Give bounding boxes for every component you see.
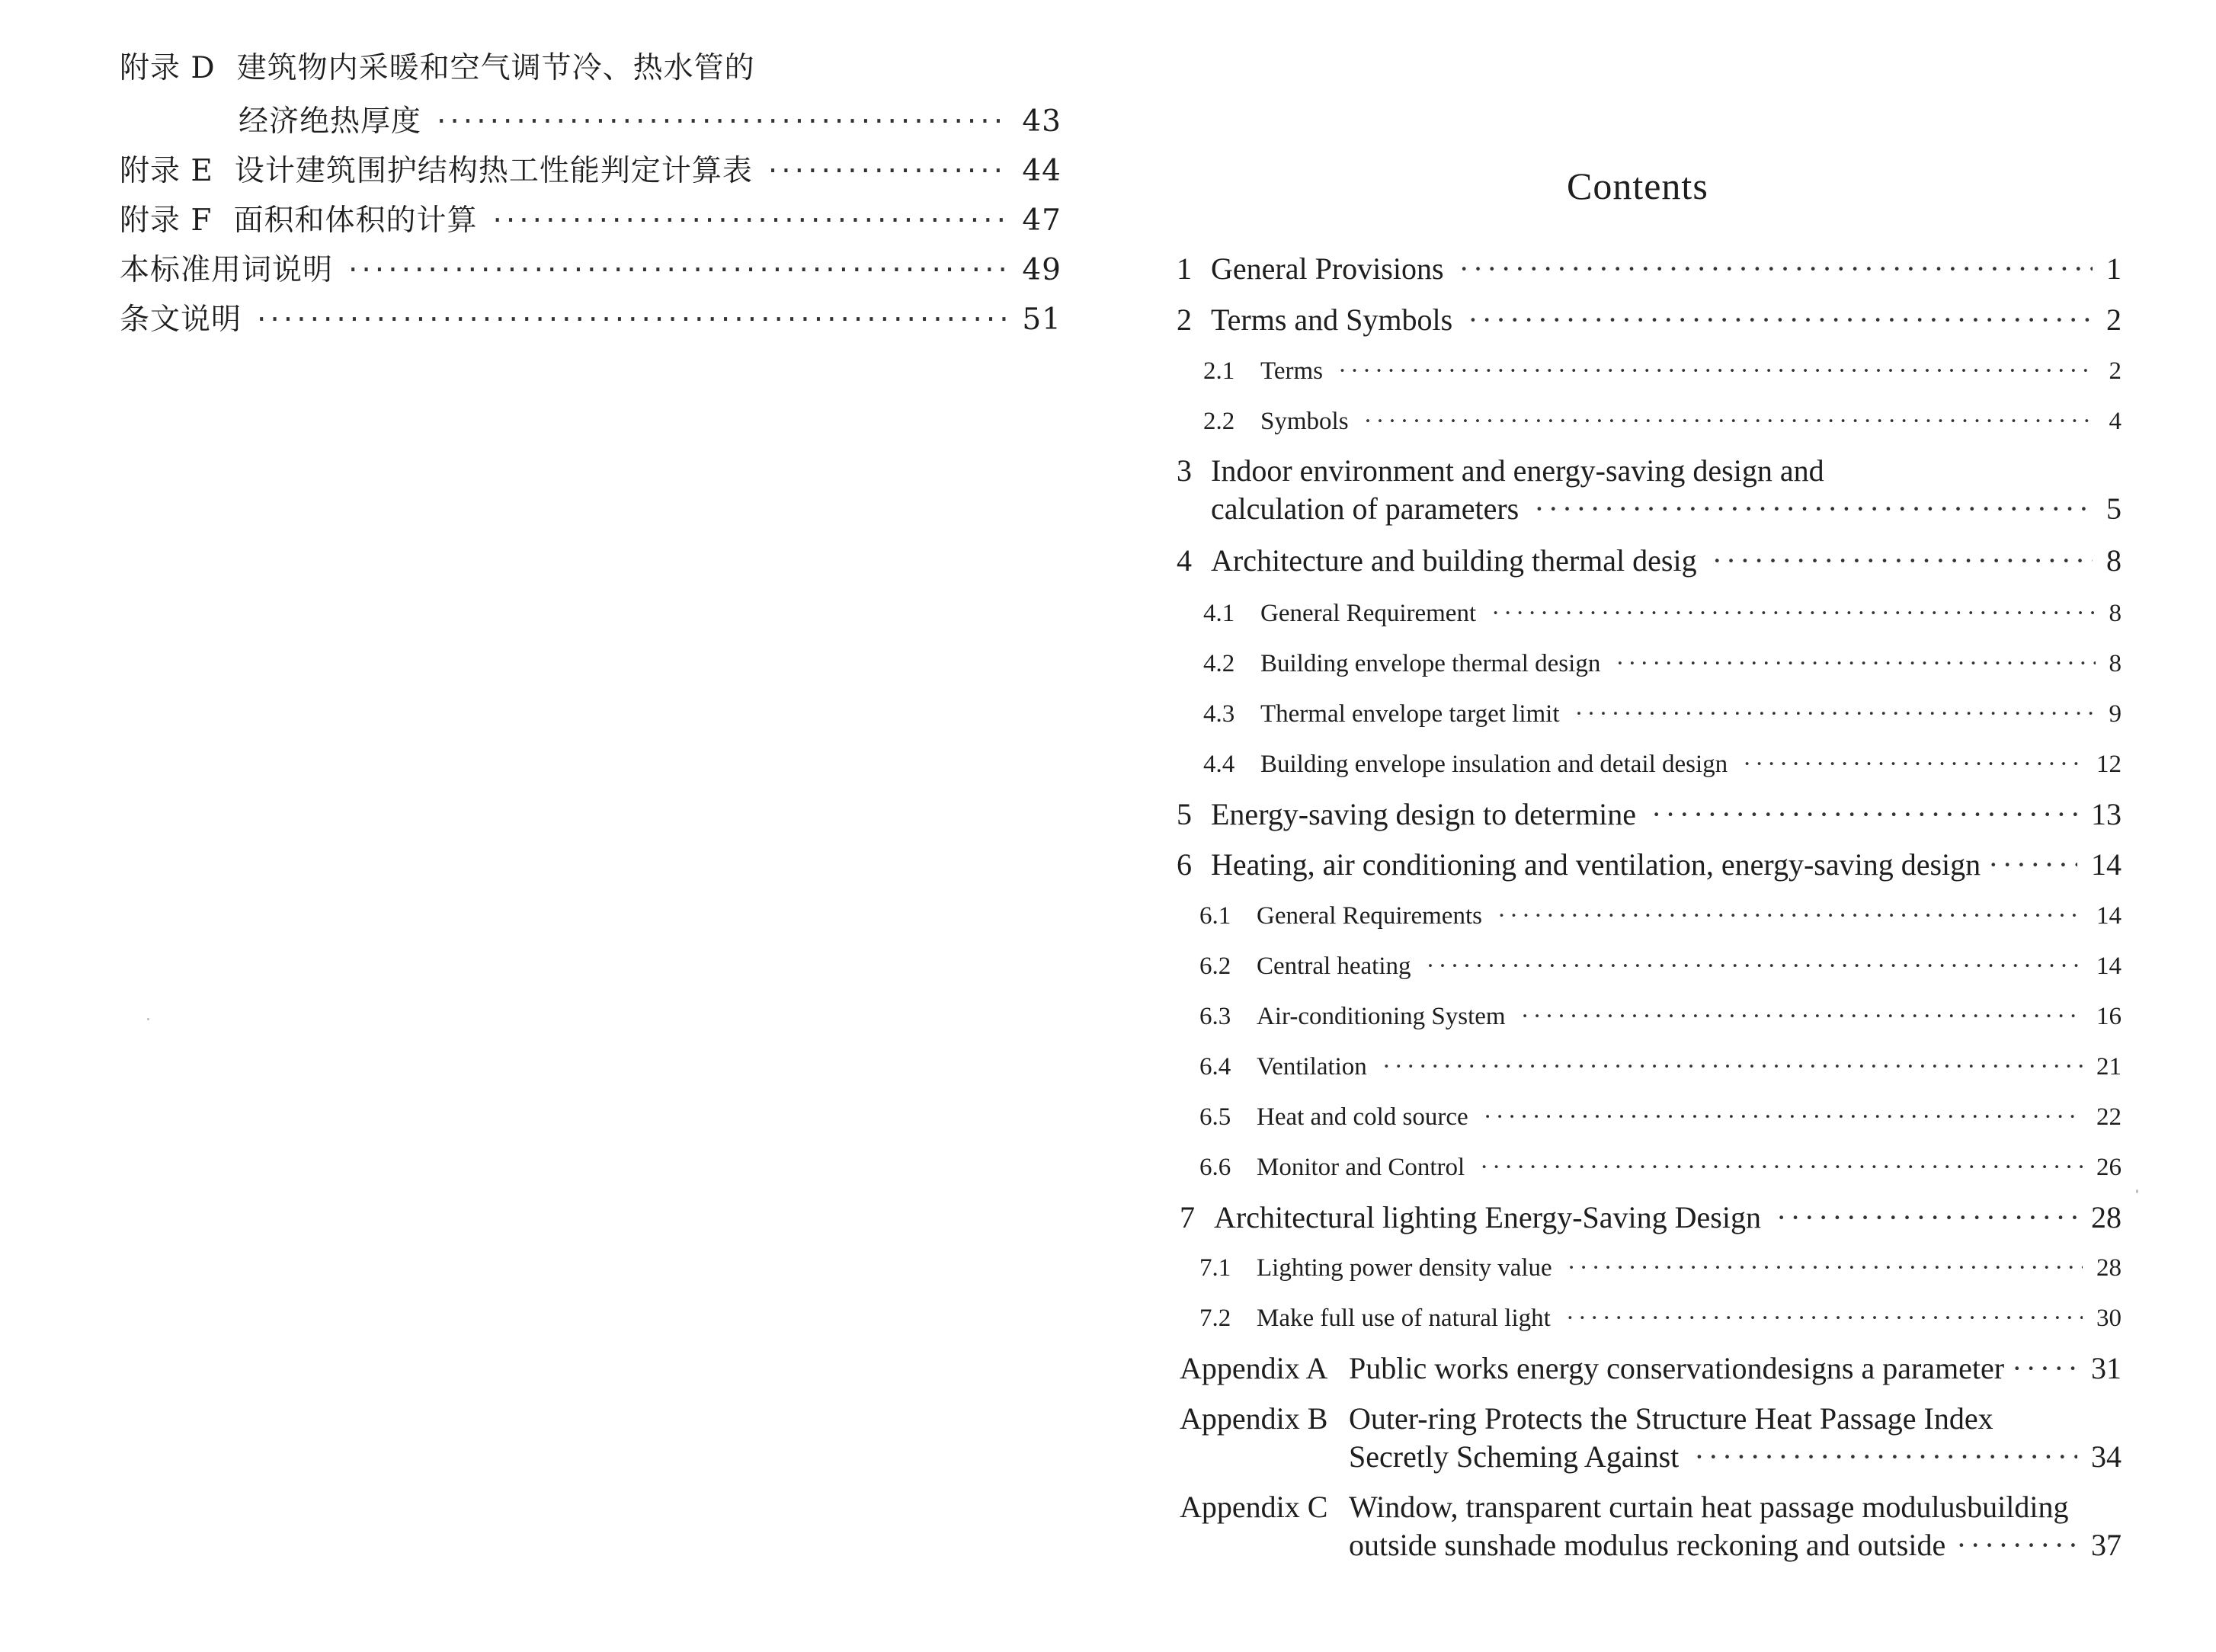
toc-entry-7-2[interactable] — [1199, 1306, 2122, 1331]
dot-leader — [1651, 799, 2077, 830]
toc-entry-6-3[interactable] — [1199, 1004, 2122, 1029]
toc-entry-number: 6.6 — [1199, 1154, 1231, 1181]
toc-page-number: 28 — [2096, 1254, 2122, 1282]
toc-entry-title: General Provisions — [1211, 251, 1444, 286]
toc-page-number: 28 — [2091, 1200, 2122, 1234]
toc-entry-number: 7.1 — [1199, 1254, 1231, 1282]
toc-entry-number: 4.4 — [1203, 751, 1235, 778]
dot-leader — [1364, 409, 2096, 434]
toc-page-number: 4 — [2109, 408, 2122, 435]
toc-entry-6-2[interactable] — [1199, 954, 2122, 979]
toc-entry-wording-explanation[interactable] — [120, 255, 1062, 285]
toc-entry-title: calculation of parameters — [1211, 491, 1519, 526]
toc-page-number: 8 — [2109, 600, 2122, 627]
dot-leader — [2012, 1353, 2077, 1384]
toc-entry-number: 4.1 — [1203, 600, 1235, 627]
toc-entry-number: 7.2 — [1199, 1305, 1231, 1332]
toc-entry-appendix-b-line1 — [1180, 1401, 1993, 1436]
toc-entry-4-2[interactable] — [1203, 652, 2122, 677]
toc-entry-title: Air-conditioning System — [1257, 1003, 1506, 1030]
toc-entry-title: General Requirement — [1260, 600, 1477, 627]
toc-entry-number: 7 — [1180, 1200, 1195, 1234]
toc-page-number: 47 — [1022, 203, 1062, 238]
dot-leader — [1694, 1442, 2077, 1472]
toc-entry-title: outside sunshade modulus reckoning and outside — [1349, 1528, 1946, 1562]
toc-entry-title: 条文说明 — [120, 303, 242, 337]
toc-entry-title: Secretly Scheming Against — [1349, 1439, 1680, 1474]
dot-leader — [1956, 1530, 2077, 1561]
toc-entry-number: 6.3 — [1199, 1003, 1231, 1030]
toc-entry-title: 建筑物内采暖和空气调节冷、热水管的 — [236, 51, 755, 85]
toc-entry-number: 附录 E — [120, 154, 213, 188]
toc-entry-appendix-d[interactable] — [239, 104, 1062, 139]
toc-entry-4[interactable] — [1177, 543, 2122, 578]
dot-leader — [1616, 652, 2095, 677]
dot-leader — [1338, 359, 2095, 384]
toc-entry-3[interactable] — [1211, 491, 2122, 526]
toc-entry-title: Thermal envelope target limit — [1260, 700, 1560, 728]
toc-entry-4-4[interactable] — [1203, 752, 2122, 777]
paper-speck — [2136, 1189, 2138, 1193]
toc-page-number: 12 — [2096, 751, 2122, 778]
toc-entry-6-4[interactable] — [1199, 1055, 2122, 1080]
toc-entry-7-1[interactable] — [1199, 1256, 2122, 1281]
toc-entry-number: 6.1 — [1199, 902, 1231, 930]
toc-page-number: 2 — [2109, 357, 2122, 385]
toc-entry-1[interactable] — [1177, 251, 2122, 286]
toc-entry-clause-explanation[interactable] — [120, 305, 1062, 335]
toc-page-number: 9 — [2109, 700, 2122, 728]
dot-leader — [1743, 752, 2083, 777]
toc-entry-number: 4.2 — [1203, 650, 1235, 677]
toc-entry-appendix-a[interactable] — [1180, 1353, 2122, 1384]
toc-entry-number: 2.2 — [1203, 408, 1235, 435]
dot-leader — [1521, 1004, 2083, 1029]
toc-entry-number: 4.3 — [1203, 700, 1235, 728]
dot-leader — [768, 156, 1008, 186]
toc-entry-6-1[interactable] — [1199, 904, 2122, 929]
toc-entry-title: 面积和体积的计算 — [233, 203, 478, 238]
toc-entry-number: Appendix C — [1180, 1490, 1328, 1524]
toc-entry-6-6[interactable] — [1199, 1155, 2122, 1180]
right-page — [1108, 0, 2216, 1652]
toc-entry-appendix-d-line1 — [120, 53, 755, 83]
dot-leader — [1534, 494, 2093, 524]
toc-entry-3-line1 — [1177, 453, 1824, 488]
toc-entry-2-2[interactable] — [1203, 409, 2122, 434]
dot-leader — [1459, 254, 2093, 284]
dot-leader — [348, 255, 1008, 285]
toc-entry-7[interactable] — [1180, 1202, 2122, 1233]
toc-entry-number: 6.4 — [1199, 1053, 1231, 1081]
dot-leader — [1427, 954, 2083, 979]
toc-entry-title: Building envelope insulation and detail design — [1260, 751, 1728, 778]
toc-entry-appendix-c-line1 — [1180, 1492, 2068, 1522]
toc-page-number: 51 — [1022, 303, 1062, 337]
toc-entry-title: Heat and cold source — [1257, 1103, 1468, 1131]
toc-page-number: 5 — [2106, 491, 2122, 526]
toc-page-number: 30 — [2096, 1305, 2122, 1332]
dot-leader — [1712, 546, 2093, 576]
toc-entry-title: Terms and Symbols — [1211, 303, 1453, 337]
toc-entry-title: Terms — [1260, 357, 1324, 385]
toc-page-number: 8 — [2106, 543, 2122, 578]
toc-entry-title: Lighting power density value — [1257, 1254, 1552, 1282]
toc-entry-number: 附录 F — [120, 203, 213, 238]
toc-page-number: 37 — [2091, 1528, 2122, 1562]
toc-page-number: 26 — [2096, 1154, 2122, 1181]
toc-page-number: 1 — [2106, 251, 2122, 286]
toc-entry-title: Building envelope thermal design — [1260, 650, 1601, 677]
toc-entry-number: 6.5 — [1199, 1103, 1231, 1131]
toc-entry-title: 设计建筑围护结构热工性能判定计算表 — [234, 154, 753, 188]
toc-entry-6-5[interactable] — [1199, 1105, 2122, 1130]
toc-entry-number: 3 — [1177, 453, 1192, 488]
dot-leader — [1988, 850, 2077, 880]
toc-entry-appendix-e[interactable] — [120, 156, 1062, 186]
toc-page-number: 13 — [2091, 797, 2122, 831]
toc-page-number: 44 — [1022, 154, 1062, 188]
dot-leader — [257, 305, 1008, 335]
toc-entry-4-1[interactable] — [1203, 601, 2122, 626]
toc-page-number: 21 — [2096, 1053, 2122, 1081]
toc-entry-title: Architecture and building thermal desig — [1211, 543, 1697, 578]
toc-page-number: 2 — [2106, 303, 2122, 337]
toc-entry-5[interactable] — [1177, 799, 2122, 830]
toc-entry-title: Central heating — [1257, 952, 1411, 980]
toc-entry-title: Energy-saving design to determine — [1211, 797, 1637, 831]
toc-entry-title: Symbols — [1260, 408, 1349, 435]
toc-entry-title: Architectural lighting Energy-Saving Design — [1214, 1200, 1761, 1234]
toc-entry-title: 经济绝热厚度 — [239, 104, 422, 139]
toc-page-number: 31 — [2091, 1351, 2122, 1385]
toc-entry-number: 5 — [1177, 797, 1192, 831]
toc-entry-2-1[interactable] — [1203, 359, 2122, 384]
toc-entry-6[interactable] — [1177, 847, 2122, 882]
toc-page-number: 34 — [2091, 1439, 2122, 1474]
toc-page-number: 16 — [2096, 1003, 2122, 1030]
dot-leader — [1491, 601, 2095, 626]
toc-entry-number: 2.1 — [1203, 357, 1235, 385]
toc-page-number: 14 — [2091, 847, 2122, 882]
toc-page-number: 43 — [1022, 104, 1062, 139]
dot-leader — [1382, 1055, 2083, 1080]
toc-entry-number: 6.2 — [1199, 952, 1231, 980]
toc-entry-title: 本标准用词说明 — [120, 253, 334, 287]
toc-entry-number: 1 — [1177, 251, 1192, 286]
dot-leader — [1480, 1155, 2083, 1180]
toc-entry-appendix-b[interactable] — [1349, 1439, 2122, 1474]
dot-leader — [437, 107, 1008, 136]
toc-entry-title: Window, transparent curtain heat passage modulusbuilding — [1349, 1490, 2069, 1524]
toc-entry-title: Monitor and Control — [1257, 1154, 1465, 1181]
dot-leader — [1568, 1256, 2083, 1281]
dot-leader — [1776, 1202, 2077, 1233]
toc-entry-appendix-c[interactable] — [1349, 1530, 2122, 1561]
toc-page-number: 8 — [2109, 650, 2122, 677]
toc-entry-appendix-f[interactable] — [120, 203, 1062, 238]
dot-leader — [1484, 1105, 2083, 1130]
toc-entry-title: Ventilation — [1257, 1053, 1367, 1081]
toc-entry-number: Appendix B — [1180, 1401, 1328, 1436]
dot-leader — [1566, 1306, 2083, 1331]
toc-entry-title: Outer-ring Protects the Structure Heat Passage Index — [1349, 1401, 1993, 1436]
toc-entry-number: Appendix A — [1180, 1351, 1328, 1385]
contents-heading: Contents — [1567, 165, 1708, 207]
toc-page-number: 22 — [2096, 1103, 2122, 1131]
toc-entry-4-3[interactable] — [1203, 702, 2122, 727]
paper-speck — [147, 1018, 149, 1020]
toc-entry-number: 附录 D — [120, 51, 216, 85]
toc-entry-title: Make full use of natural light — [1257, 1305, 1551, 1332]
toc-entry-title: Public works energy conservationdesigns a parameter — [1349, 1351, 2005, 1385]
toc-entry-title: Indoor environment and energy-saving design and — [1211, 453, 1824, 488]
dot-leader — [1575, 702, 2096, 727]
toc-entry-number: 4 — [1177, 543, 1192, 578]
toc-page-number: 14 — [2096, 952, 2122, 980]
toc-entry-2[interactable] — [1177, 305, 2122, 335]
dot-leader — [1497, 904, 2083, 929]
dot-leader — [492, 206, 1008, 235]
toc-entry-title: Heating, air conditioning and ventilation, energy-saving design — [1211, 847, 1981, 882]
toc-entry-number: 2 — [1177, 303, 1192, 337]
toc-page-number: 14 — [2096, 902, 2122, 930]
dot-leader — [1468, 305, 2093, 335]
toc-entry-title: General Requirements — [1257, 902, 1482, 930]
toc-entry-number: 6 — [1177, 847, 1192, 882]
toc-page-number: 49 — [1022, 253, 1062, 287]
